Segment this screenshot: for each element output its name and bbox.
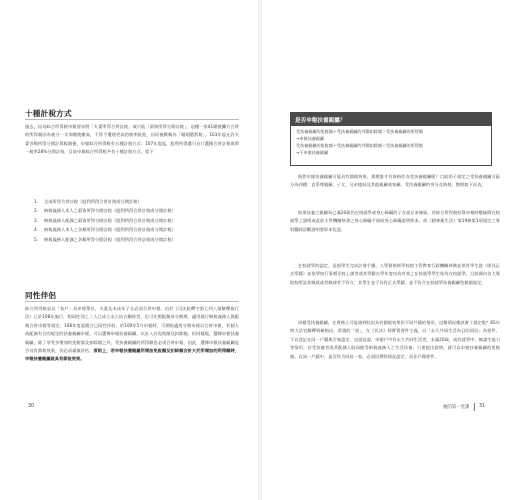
same-sex-partners-paragraph: 綜合所得稅是以「家戶」為申報單位，夫妻及未成年子女必須合併申報。由於《司法院釋字第七四八號解釋施行法》已於108年施行，相同性別之二人已成立永久結合關係者，也可比照配偶身分辦理，適用現行納稅義務人與配偶合併申報等規定。108年度起縱合已同性伴侶，於109年5月申報時，可開始適用分開申報以合併申報，若個人或配偶有合的規定的扶養親屬申報，可以選擇申報扶養親屬，以計入其免稅額及扣除額。但同樣地，選擇申報扶養親屬，除了享受多增加的免稅額及扣除額之外，受扶養親屬的所得額也必須合併申報，因此，選擇申報扶養親屬是否具有節稅效果，仍必須審慎評估，原則上，若申報扶養親屬所增加免稅額及扣除額合計大於所增加的所得額時，申報扶養親屬就具有節稅效果。	[25, 307, 239, 363]
box-condition-no-claim: 受扶養親屬的免稅額＋受扶養親屬的列舉扣除額＜受扶養親屬的所得額	[296, 143, 423, 148]
box-result-claim: →申報扶養親屬	[296, 135, 324, 141]
dependent-decision-box	[290, 112, 492, 166]
list-item: 1. 全部所得合併計稅（股利所得合併計稅或分開計稅）	[34, 200, 142, 205]
paragraph-household: 同樣受扶養親屬，在實務上可能遇到狀況具有節稅效果但不同戶籍的情形，這類情況應該會子規定呢？85年時大法官解釋明確指出，所謂的「家」，在《民法》採實質要件主義，以「永久共同生活為目的同居」為要件，不以登記在同一戶籍與否來認定，也就是說，申報戶中有永久共同生活者，未滿20歲，或有就學中、無謀生能力等情形，若受扶養者或其配偶人肢同擔受納稅義務人之生活扶養，只要提出證明，就可以申報扶養親屬的免稅額。在同一戶籍中，是否符合同居一家，必須因實際情況認定，而非戶籍要件。	[290, 321, 500, 360]
paragraph-documents: 如果扶養之親屬為已滿20歲仍在校就學或身心障礙的子女或兄弟姊妹，於綜合所得稅結算申報時應檢附在校就學之證明或此前主管機關核發之身心障礙手冊或身心障礙證明影本，或《精神衛生法》第19條第1項規定之專科醫師診斷證明書影本佐證。	[290, 211, 500, 233]
tax-methods-list	[34, 199, 239, 245]
emphasis-text: 原則上，若申報扶養親屬所增加免稅額及扣除額合計大於所增加的所得額時，申報扶養親屬就具有節稅效果。	[25, 349, 239, 363]
page-number-right: 31	[479, 404, 486, 409]
box-result-no-claim: →不申報扶養親屬	[296, 149, 329, 155]
section-rule	[25, 119, 239, 120]
box-body	[296, 128, 486, 157]
section-rule	[25, 301, 239, 302]
box-condition-claim: 受扶養親屬的免稅額＋受扶養親屬的列舉扣除額＞受扶養親屬的所得額	[296, 129, 423, 134]
paragraph-school-enrollment: 在校就學的認定，是指學生完成註冊手續，入學資格經學校報主管教育行政機關核備並領有學生證（即具正式學籍）並依學校行事曆至校上課者或其學籍在學年度內為有效之在校就學學生始為在校就學，目前國內各大專院校所設非線就或者修課者不符合，其學生並不具有正式學籍，並不符合在校就學扶養親屬免稅額規定。	[290, 264, 500, 286]
right-page	[262, 0, 520, 500]
footer-separator	[474, 403, 475, 411]
box-title: 是否申報扶養親屬？	[295, 117, 346, 124]
section-title-same-sex-partners: 同性伴侶	[25, 291, 57, 300]
section-title-tax-methods: 十種計稅方式	[25, 109, 72, 118]
paragraph-eligibility: 既然申報扶養親屬可能具有節稅效果，那麼誰才有資格作為受扶養親屬呢？目前的子規定之受扶養親屬可區分為四種：直系尊親屬、子女、兄弟姐妹及其他親屬或家屬，受扶養親屬的身分及資格，整理如下頁表。	[290, 175, 500, 189]
page-number-left: 30	[28, 404, 35, 409]
box-header	[291, 113, 491, 126]
running-footer-title: 稅的第一堂課	[443, 405, 470, 410]
left-page	[0, 0, 258, 500]
list-item: 4. 納稅義務人本人之各類所得分開計稅（股利所得合併計稅或分開計稅）	[34, 228, 176, 234]
list-item: 5. 納稅義務人配偶之各類所得分開計稅（股利所得合併計稅或分開計稅）	[34, 237, 176, 243]
list-item: 3. 納稅義務人配偶之薪資所得分開計稅（股利所得合併計稅或分開計稅）	[34, 218, 176, 224]
tax-methods-paragraph: 過去，因為綜合所得稅申報要求將「夫妻所得合併計稅」或只能「薪資所得分開計稅」，這種一家41總後攤方合併的所得額因為被分一半加總後繳高，不得不遭理更高的稅率級距，因而被戲稱為「婚姻懲罰稅」。103年起允許夫妻各類所得分開計算稅額後，申報綜合所得稅有五種計稅方式；107年度起，股利所得選可自行選擇合併計稅或單一稅率28%分開計稅，目前申報綜合所得稅共有十種計稅方式，如下：	[25, 125, 239, 156]
list-item: 2. 納稅義務人本人之薪資所得分開計稅（股利所得合併計稅或分開計稅）	[34, 209, 176, 215]
